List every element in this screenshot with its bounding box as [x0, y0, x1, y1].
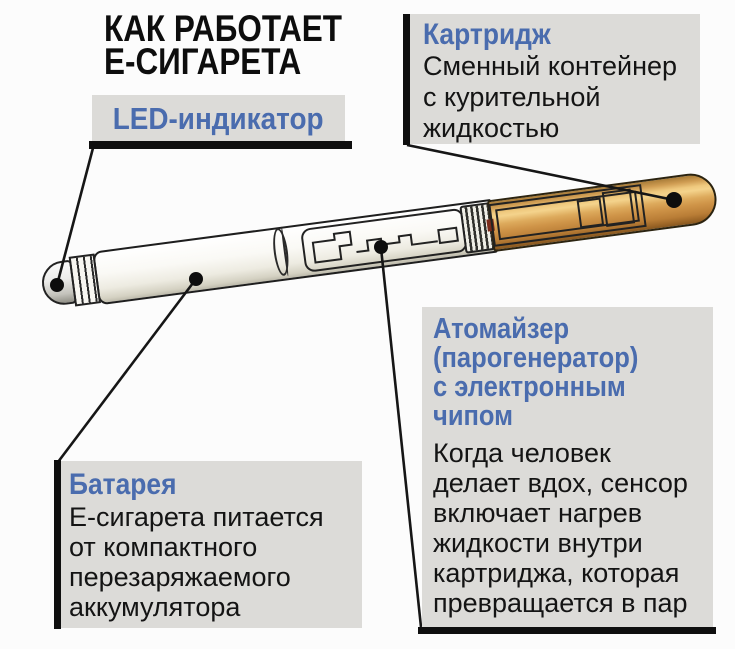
atomizer-heading [433, 315, 674, 431]
battery-desc-line: от компактного [69, 532, 258, 562]
battery-desc-line: аккумулятора [69, 592, 241, 622]
battery-heading: Батарея [69, 468, 177, 501]
battery-callout-line [58, 279, 196, 462]
battery-callout-box [61, 461, 362, 628]
atomizer-heading-line: Атомайзер [433, 313, 570, 345]
atomizer-bottom-bar [418, 627, 716, 634]
atomizer-desc-line: жидкости внутри [433, 528, 643, 558]
led-callout-dot [50, 278, 64, 292]
cartridge-heading: Картридж [423, 18, 551, 51]
atomizer-desc-line: Когда человек [433, 438, 611, 468]
atomizer-callout-line [381, 248, 421, 627]
atomizer-desc-line: делает вдох, сенсор [433, 468, 688, 498]
cartridge-desc-line: Сменный контейнер [423, 51, 678, 81]
led-callout-line [57, 148, 93, 285]
page-title-line-1: КАК РАБОТАЕТ [104, 8, 342, 49]
cartridge-callout-dot [666, 192, 682, 208]
atomizer-heading-line: (парогенератор) [433, 342, 639, 374]
led-callout-box [92, 95, 345, 142]
cartridge-desc-line: с курительной [423, 82, 601, 112]
atomizer-heading-line: с электронным [433, 371, 626, 403]
battery-desc-line: Е-сигарета питается [69, 502, 324, 532]
battery-edge-bar [54, 460, 61, 629]
atomizer-desc-line: включает нагрев [433, 498, 643, 528]
atomizer-callout-box [422, 307, 713, 627]
battery-desc-line: перезаряжаемого [69, 562, 291, 592]
cartridge-edge-bar [403, 14, 410, 145]
atomizer-desc-line: превращается в пар [433, 588, 688, 618]
cartridge-callout-box [410, 14, 700, 144]
atomizer-heading-line: чипом [433, 400, 514, 432]
cartridge-callout-line [407, 145, 674, 200]
led-underline-bar [89, 141, 352, 149]
page-title [104, 8, 342, 82]
atomizer-callout-dot [374, 240, 388, 254]
cartridge-desc-line: жидкостью [423, 113, 560, 143]
atomizer-desc-line: картриджа, которая [433, 558, 680, 588]
page-title-line-2: Е-СИГАРЕТА [104, 41, 302, 82]
battery-callout-dot [189, 272, 203, 286]
led-heading: LED-индикатор [113, 100, 324, 136]
